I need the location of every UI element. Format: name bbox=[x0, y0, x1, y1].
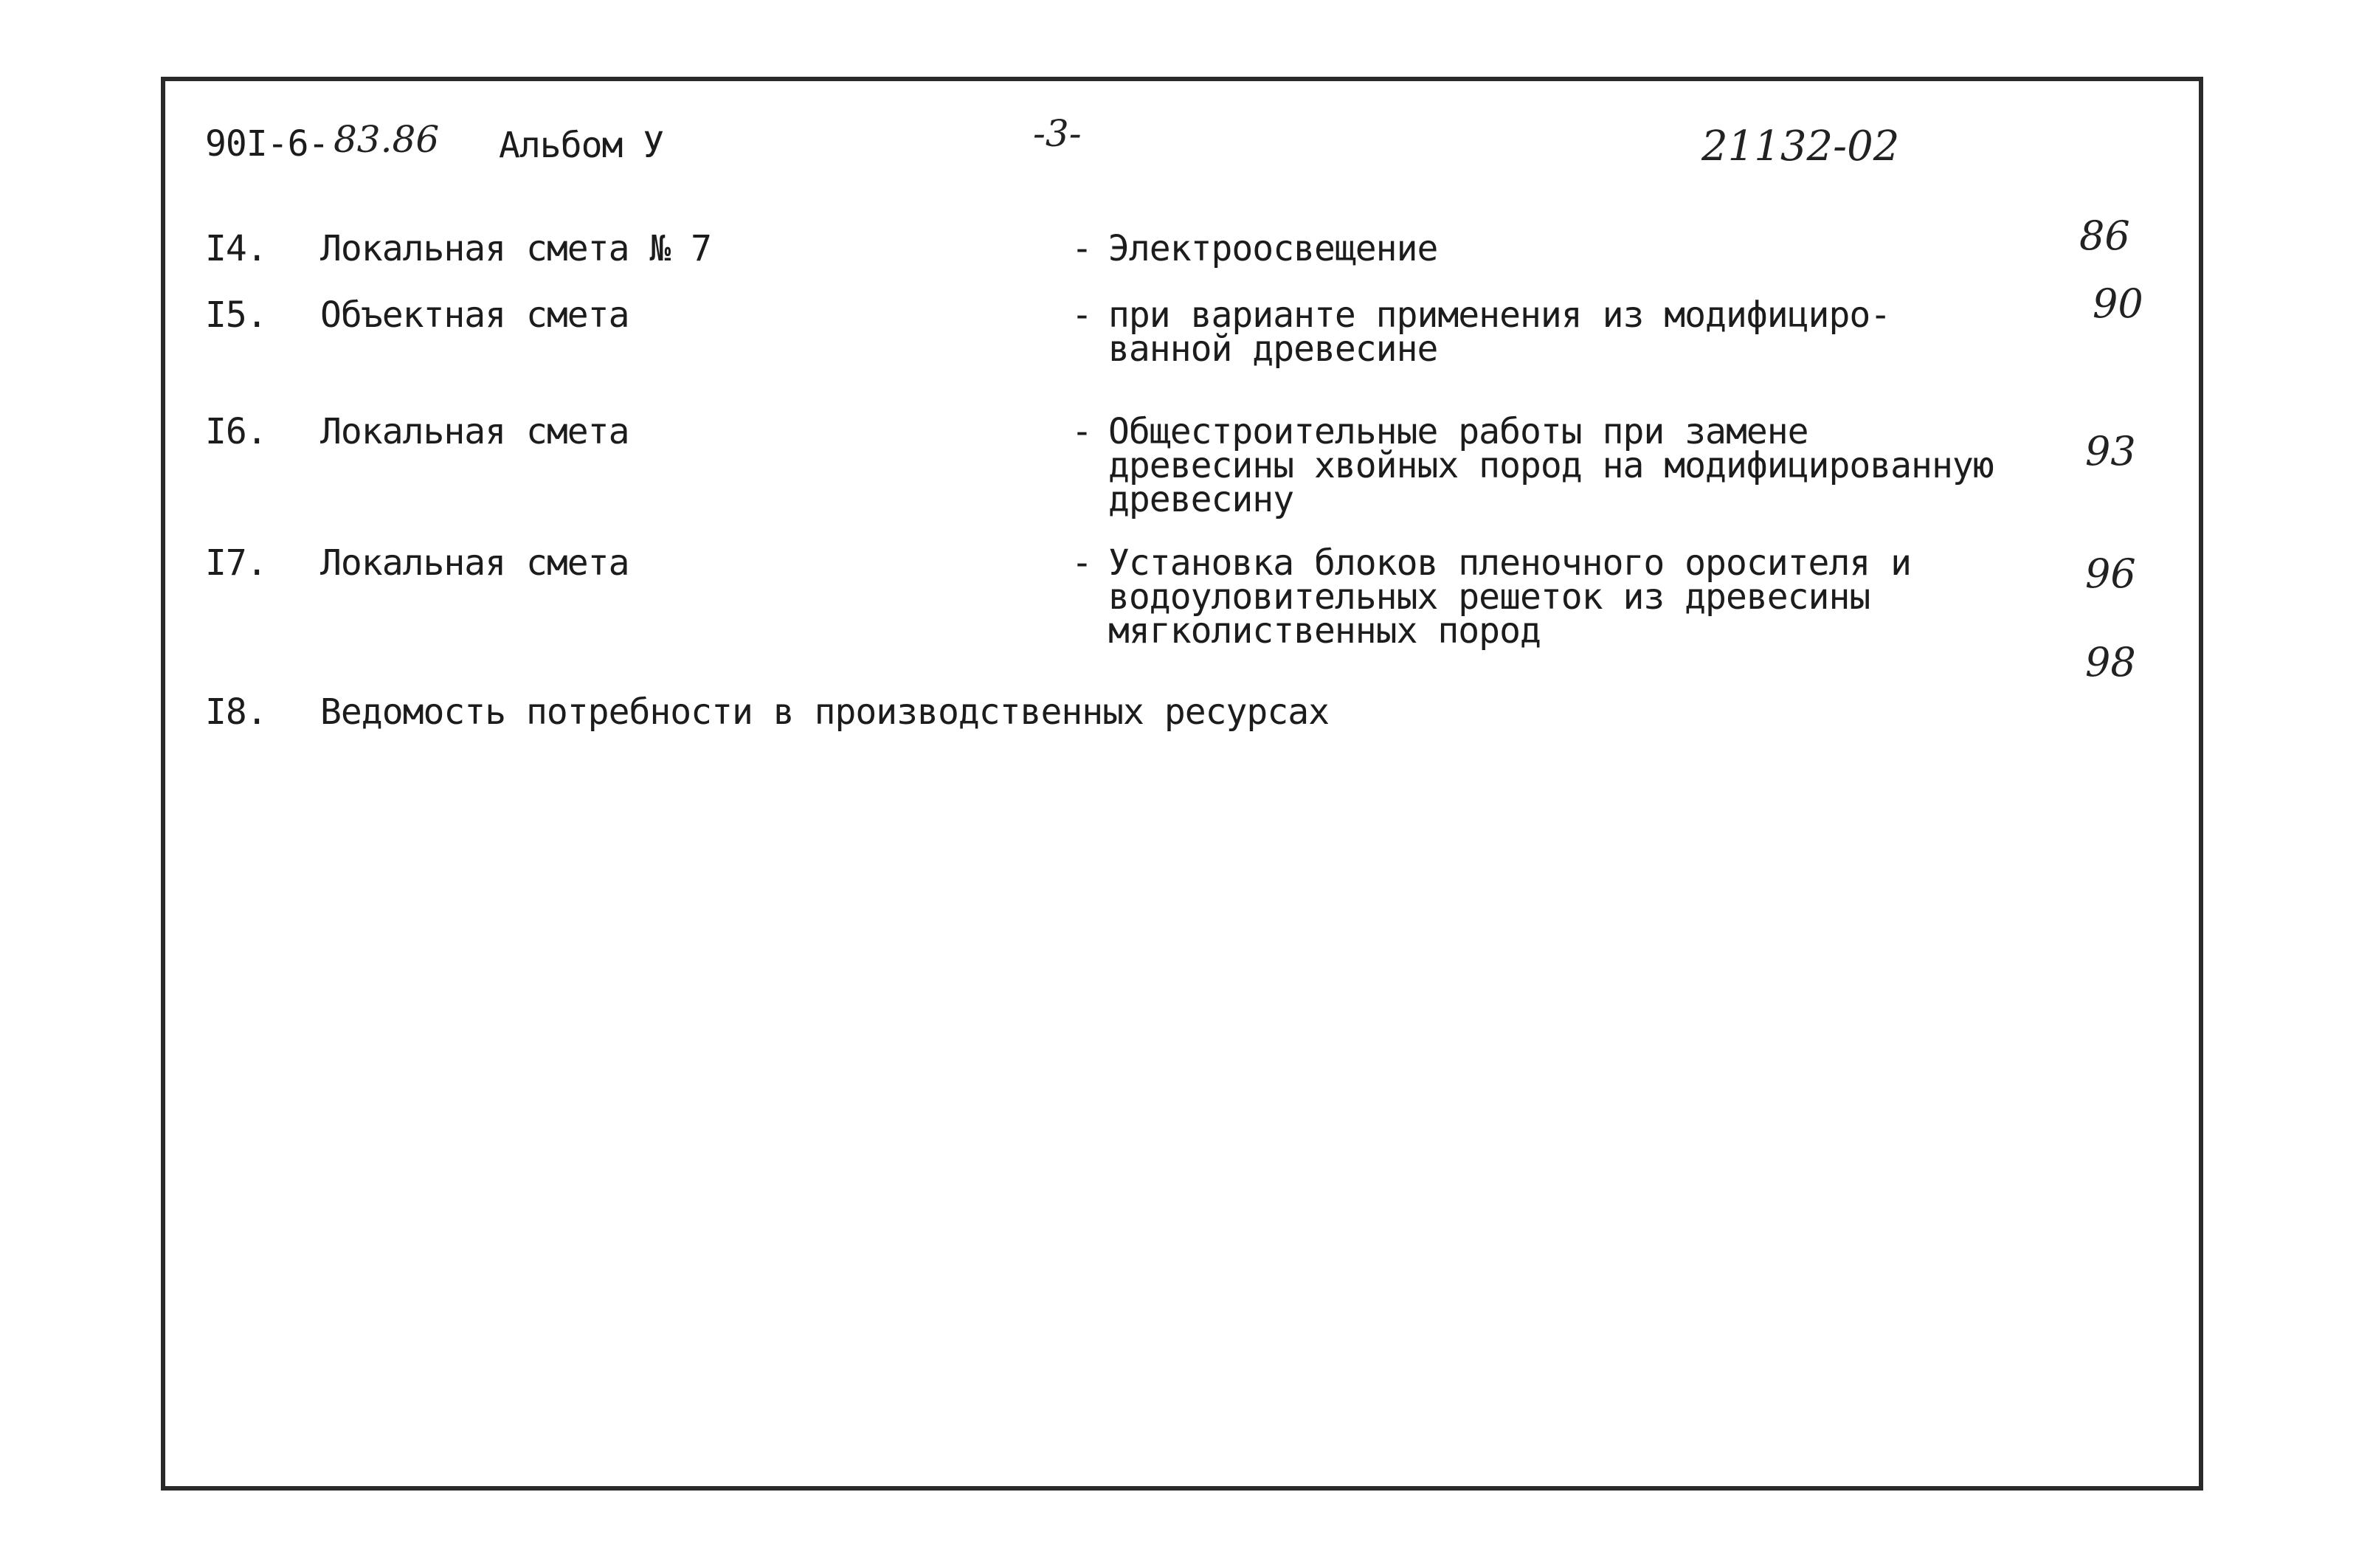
description-line: древесины хвойных пород на модифицированную bbox=[1108, 445, 1994, 486]
document-number: 21132-02 bbox=[1701, 122, 1900, 170]
entry-page-number: 86 bbox=[2079, 213, 2130, 259]
description-line: мягколиственных пород bbox=[1108, 610, 1541, 652]
description-line: Общестроительные работы при замене bbox=[1108, 411, 1808, 452]
entry-number: I6. bbox=[205, 411, 267, 452]
entry-number: I5. bbox=[205, 294, 267, 336]
album-label: Альбом У bbox=[499, 125, 664, 166]
entry-dash: - bbox=[1071, 542, 1092, 584]
entry-name: Ведомость потребности в производственных ресурсах bbox=[320, 691, 1330, 733]
entry-dash: - bbox=[1071, 228, 1092, 269]
entry-number: I7. bbox=[205, 542, 267, 584]
entry-dash: - bbox=[1071, 294, 1092, 336]
page-border bbox=[161, 77, 2203, 1491]
entry-number: I4. bbox=[205, 228, 267, 269]
entry-description bbox=[1108, 228, 1438, 269]
description-line: Электроосвещение bbox=[1108, 228, 1438, 269]
entry-page-number: 93 bbox=[2085, 428, 2136, 474]
entry-description bbox=[1108, 411, 1994, 520]
entry-name: Локальная смета bbox=[320, 542, 629, 584]
entry-page-number: 96 bbox=[2085, 550, 2136, 597]
entry-number: I8. bbox=[205, 691, 267, 733]
description-line: древесину bbox=[1108, 479, 1294, 520]
entry-page-number: 98 bbox=[2085, 639, 2136, 685]
entry-name: Локальная смета bbox=[320, 411, 629, 452]
entry-dash: - bbox=[1071, 411, 1092, 452]
entry-name: Объектная смета bbox=[320, 294, 629, 336]
entry-description bbox=[1108, 542, 1912, 652]
document-code-prefix: 90I-6- bbox=[205, 123, 329, 165]
description-line: при варианте применения из модифициро- bbox=[1108, 294, 1891, 336]
description-line: Установка блоков пленочного оросителя и bbox=[1108, 542, 1912, 584]
description-line: водоуловительных решеток из древесины bbox=[1108, 576, 1870, 618]
document-code-handwritten: 83.86 bbox=[334, 118, 440, 161]
entry-name: Локальная смета № 7 bbox=[320, 228, 712, 269]
description-line: ванной древесине bbox=[1108, 328, 1438, 370]
page-marker: -3- bbox=[1033, 112, 1082, 155]
entry-page-number: 90 bbox=[2093, 280, 2143, 327]
entry-description bbox=[1108, 294, 1891, 370]
